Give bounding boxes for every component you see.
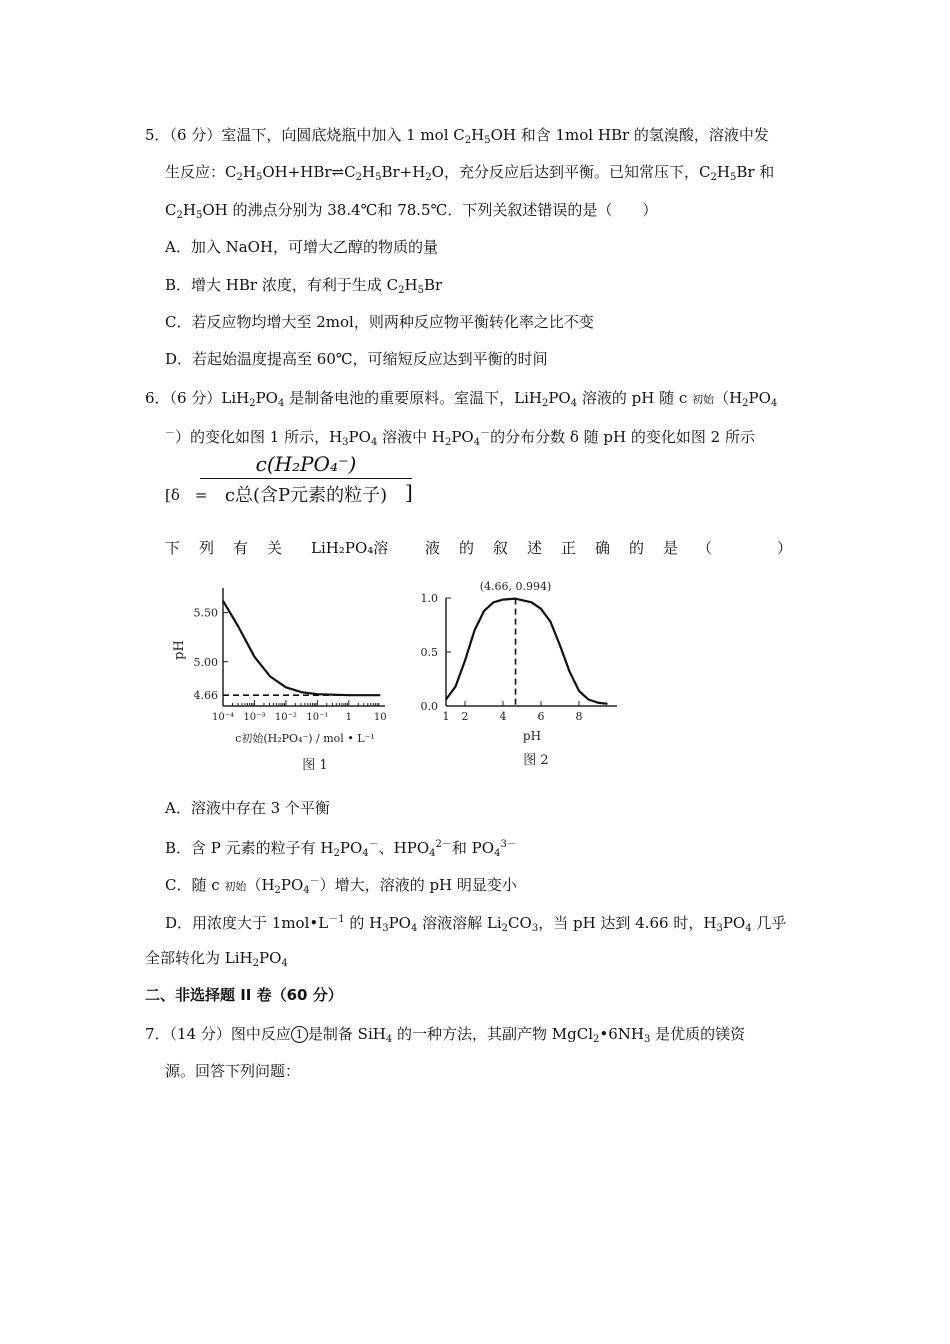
- y-tick-label: 0.5: [420, 646, 438, 659]
- q6-option-d-continued: 全部转化为 $LiH_2PO_4$: [145, 949, 288, 969]
- q5-option-b: B．增大 HBr 浓度，有利于生成 $C_2H_5Br$: [165, 276, 443, 296]
- peak-annotation: (4.66, 0.994): [479, 580, 552, 593]
- x-tick-label: 4: [499, 710, 507, 723]
- q6-option-a: A．溶液中存在 3 个平衡: [165, 799, 330, 817]
- q5-line3: $C_2H_5OH$ 的沸点分别为 38.4℃和 78.5℃．下列关叙述错误的是（ ）: [165, 201, 658, 221]
- x-tick-label: 10⁻³: [243, 712, 266, 723]
- circled-number-1: 1: [291, 1026, 308, 1043]
- fraction-denominator: c总(含P元素的粒子): [224, 485, 388, 506]
- y-tick-label: 0.0: [420, 700, 438, 713]
- q5-option-d: D．若起始温度提高至 60℃，可缩短反应达到平衡的时间: [165, 350, 548, 368]
- delta-fraction: [200, 452, 412, 507]
- x-tick-label: 10: [373, 712, 387, 723]
- x-axis-label: pH: [522, 729, 542, 743]
- q5-line2: 生反应：$C_2H_5OH+HBr\rightleftharpoons C_2H_5Br+H_2O$，充分反应后达到平衡。已知常压下，$C_2H_5Br$ 和: [165, 163, 775, 183]
- series-line-delta: [446, 599, 608, 704]
- q6-option-d: D．用浓度大于 $1mol•L^{-1}$ 的 $H_3PO_4$ 溶液溶解 $Li_2CO_3$，当 pH 达到 4.66 时，$H_3PO_4$ 几乎: [165, 914, 787, 934]
- x-tick-label: 10⁻⁴: [211, 712, 235, 723]
- x-tick-label: 10⁻²: [274, 712, 297, 723]
- x-tick-label: 8: [575, 710, 583, 723]
- x-tick-label: 1: [442, 710, 450, 723]
- fraction-bar: [200, 478, 412, 479]
- x-tick-label: 6: [537, 710, 545, 723]
- y-axis-label: pH: [172, 640, 187, 660]
- y-tick-label: 5.00: [193, 655, 218, 669]
- y-tick-label: 4.66: [193, 689, 218, 703]
- figure-title: 图 2: [523, 753, 549, 768]
- q5-option-c: C．若反应物均增大至 2mol，则两种反应物平衡转化率之比不变: [165, 313, 594, 331]
- x-tick-label: 2: [461, 710, 469, 723]
- section-heading: 二、非选择题 II 卷（60 分）: [145, 986, 343, 1004]
- figure-2-chart: [412, 578, 622, 778]
- x-tick-label: 10⁻¹: [306, 712, 329, 723]
- delta-definition-open: [δ =: [165, 486, 208, 504]
- delta-definition-close: ]: [405, 480, 413, 504]
- q6-option-b: B．含 P 元素的粒子有 $H_2PO_4^-$、$HPO_4^{2-}$和 $PO_4^{3-}$: [165, 839, 517, 859]
- y-tick-label: 5.50: [193, 606, 218, 620]
- figure-title: 图 1: [302, 758, 328, 773]
- y-tick-label: 1.0: [420, 592, 438, 605]
- series-line-ph: [223, 601, 380, 695]
- x-axis-label: c初始(H₂PO₄⁻) / mol • L⁻¹: [235, 732, 375, 745]
- q5-line1: 5．（6 分）室温下，向圆底烧瓶中加入 1 mol $C_2H_5OH$ 和含 1mol HBr 的氢溴酸，溶液中发: [145, 126, 769, 146]
- q7-line1: 7．（14 分）图中反应 1 是制备 SiH$_4$ 的一种方法，其副产物 $MgCl_2•6NH_3$ 是优质的镁资: [145, 1025, 746, 1045]
- q7-line2: 源。回答下列问题：: [165, 1062, 301, 1080]
- q6-line1: 6．（6 分）$LiH_2PO_4$ 是制备电池的重要原料。室温下，$LiH_2PO_4$ 溶液的 pH 随 c 初始（$H_2PO_4$: [145, 389, 778, 409]
- figure-1-chart: [165, 578, 395, 778]
- fraction-numerator: c(H₂PO₄⁻): [255, 452, 357, 476]
- x-tick-label: 1: [345, 712, 353, 723]
- q5-option-a: A．加入 NaOH，可增大乙醇的物质的量: [165, 238, 439, 256]
- q6-line2: －）的变化如图 1 所示，$H_3PO_4$ 溶液中 $H_2PO_4^-$的分布分数 δ 随 pH 的变化如图 2 所示: [165, 428, 755, 448]
- q6-option-c: C．随 c 初始$(H_2PO_4^-)$增大，溶液的 pH 明显变小: [165, 876, 517, 896]
- q6-question-stem: 下 列 有 关 LiH₂PO₄溶 液 的 叙 述 正 确 的 是 （ ）: [165, 539, 793, 557]
